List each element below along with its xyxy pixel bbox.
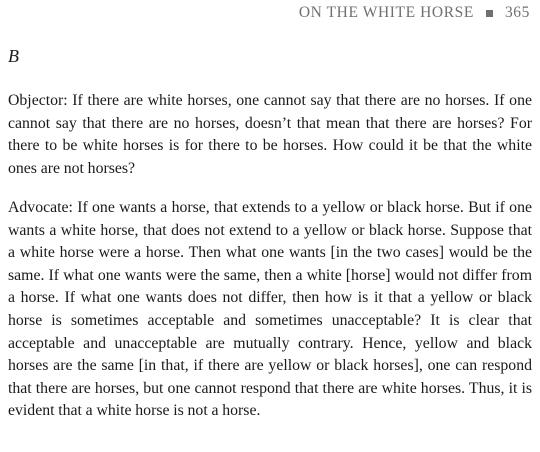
objector-paragraph: Objector: If there are white horses, one cannot say that there are no horses. If one cannot say that there are no horses, doesn’t that mean that there are horses? For there to be white horses is for there to be horses. How could it be that the white ones are not horses? [8, 92, 532, 177]
square-separator-icon [486, 10, 493, 17]
page-number: 365 [504, 4, 530, 21]
advocate-paragraph: Advocate: If one wants a horse, that extends to a yellow or black horse. But if one wants a white horse, that does not extend to a yellow or black horse. Suppose that a white horse were a horse. Then what one wants [in the two cases] would be the same. If what one wants were the same, then a white [horse] would not differ from a horse. If what one wants does not differ, then how is it that a yellow or black horse is sometimes acceptable and sometimes unacceptable? It is clear that acceptable and unacceptable are mutually contrary. Hence, yellow and black horses are the same [in that, if there are yellow or black horses], one can respond that there are horses, but one cannot respond that there are white horses. Thus, it is evident that a white horse is not a horse. [8, 199, 532, 420]
running-header-title: ON THE WHITE HORSE [298, 4, 474, 21]
running-header [299, 4, 530, 22]
section-heading: B [8, 46, 19, 66]
